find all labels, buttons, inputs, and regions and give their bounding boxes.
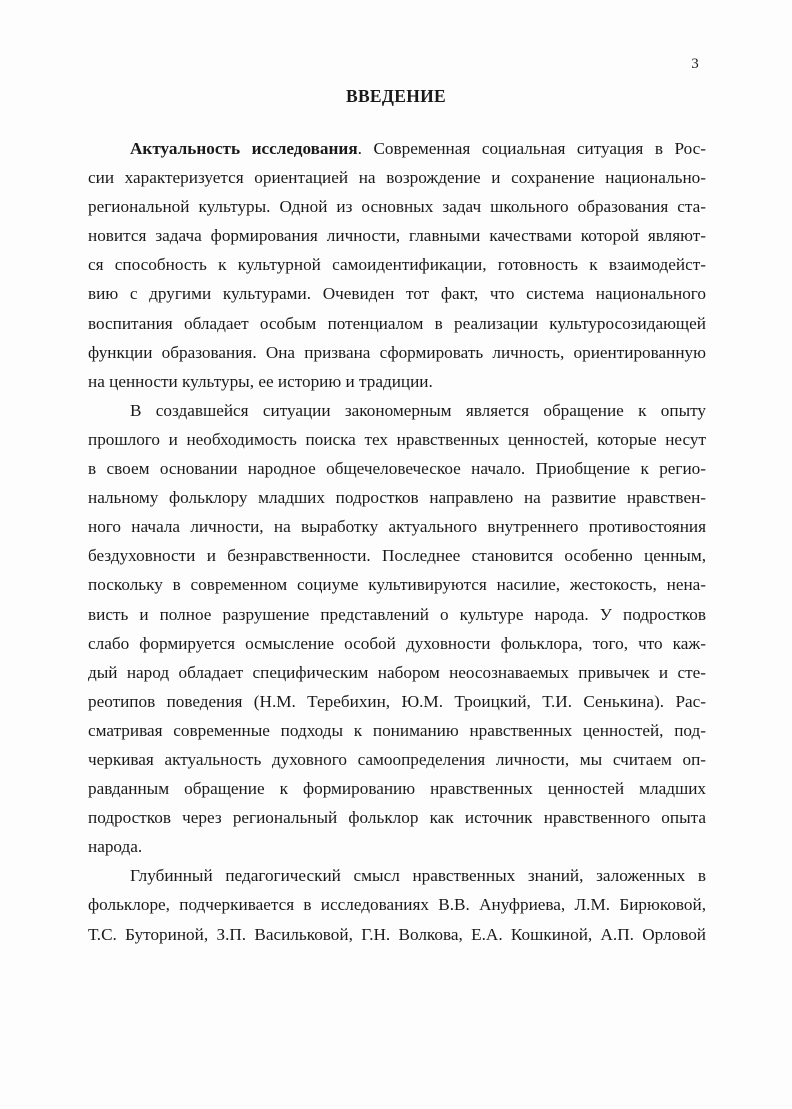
paragraph-line: сматривая современные подходы к пониманию нравственных ценностей, под-	[88, 720, 706, 740]
paragraph-line: вию с другими культурами. Очевиден тот факт, что система национального	[88, 284, 706, 304]
paragraph-line: народа.	[88, 837, 143, 857]
paragraph-line: бездуховности и безнравственности. Последнее становится особенно ценным,	[88, 546, 706, 566]
section-title: ВВЕДЕНИЕ	[345, 86, 447, 106]
paragraph-line: В создавшейся ситуации закономерным является обращение к опыту	[130, 400, 706, 420]
paragraph-line: сии характеризуется ориентацией на возрождение и сохранение национально-	[88, 168, 706, 188]
paragraph-line: поскольку в современном социуме культивируются насилие, жестокость, нена-	[88, 575, 706, 595]
paragraph-line: Глубинный педагогический смысл нравственных знаний, заложенных в	[130, 866, 706, 886]
paragraph-text: . Современная социальная ситуация в Рос-	[357, 139, 707, 158]
paragraph-line: дый народ обладает специфическим набором неосознаваемых привычек и сте-	[88, 662, 706, 682]
lead-phrase: Актуальность исследования	[130, 139, 358, 158]
paragraph-line: региональной культуры. Одной из основных задач школьного образования ста-	[88, 197, 706, 217]
paragraph-line: Т.С. Буториной, З.П. Васильковой, Г.Н. Волкова, Е.А. Кошкиной, А.П. Орловой	[88, 924, 706, 944]
paragraph-line: висть и полное разрушение представлений о культуре народа. У подростков	[88, 604, 706, 624]
paragraph-line: нальному фольклору младших подростков направлено на развитие нравствен-	[88, 488, 706, 508]
paragraph-line: равданным обращение к формированию нравственных ценностей младших	[88, 779, 706, 799]
paragraph-line	[88, 134, 706, 163]
paragraph-line: функции образования. Она призвана сформировать личность, ориентированную	[88, 342, 706, 362]
paragraph-line: ного начала личности, на выработку актуального внутреннего противостояния	[88, 517, 706, 537]
page-number: 3	[691, 56, 699, 72]
paragraph-line: воспитания обладает особым потенциалом в реализации культуросозидающей	[88, 313, 706, 333]
paragraph-line: на ценности культуры, ее историю и традиции.	[88, 371, 433, 391]
paragraph-line: слабо формируется осмысление особой духовности фольклора, того, что каж-	[88, 633, 706, 653]
paragraph-relevance	[88, 134, 706, 396]
paragraph-line: ся способность к культурной самоидентификации, готовность к взаимодейст-	[88, 255, 706, 275]
paragraph-context	[88, 396, 706, 862]
paragraph-line: реотипов поведения (Н.М. Теребихин, Ю.М. Троицкий, Т.И. Сенькина). Рас-	[88, 691, 706, 711]
paragraph-line: новится задача формирования личности, главными качествами которой являют-	[88, 226, 706, 246]
paragraph-line: фольклоре, подчеркивается в исследованиях В.В. Ануфриева, Л.М. Бирюковой,	[88, 895, 706, 915]
paragraph-line: подростков через региональный фольклор как источник нравственного опыта	[88, 808, 706, 828]
paragraph-folklore	[88, 861, 706, 948]
document-body	[88, 134, 706, 949]
paragraph-line: прошлого и необходимость поиска тех нравственных ценностей, которые несут	[88, 429, 706, 449]
paragraph-line: черкивая актуальность духовного самоопределения личности, мы считаем оп-	[88, 749, 706, 769]
paragraph-line: в своем основании народное общечеловеческое начало. Приобщение к регио-	[88, 459, 706, 479]
